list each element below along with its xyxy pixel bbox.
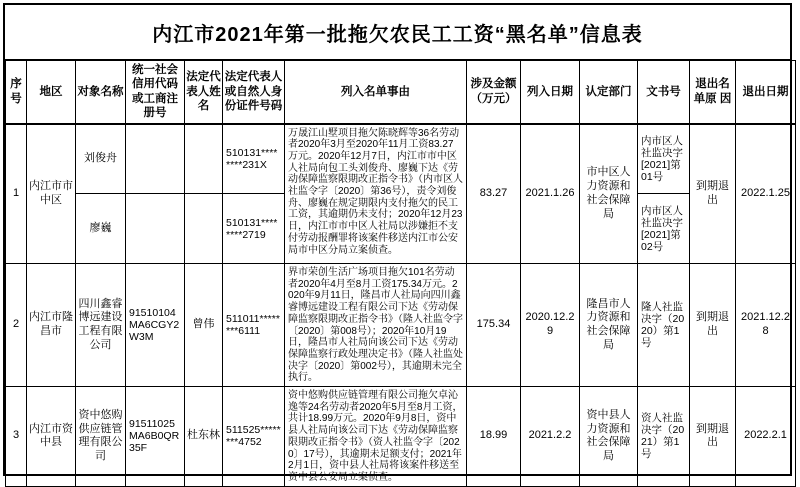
row2-list-date: 2020.12.29 <box>521 264 580 387</box>
row3-list-date: 2021.2.2 <box>521 387 580 487</box>
row1-amount: 83.27 <box>467 124 521 264</box>
row1-person1-name: 刘俊舟 <box>76 124 126 194</box>
row3-credit-code: 91511025MA6B0QR35F <box>126 387 185 487</box>
row2-serial: 2 <box>6 264 27 387</box>
row2-region: 内江市隆昌市 <box>27 264 76 387</box>
header-serial: 序号 <box>6 61 27 124</box>
row3-reason: 资中悠购供应链管理有限公司拖欠卓沁逸等24名劳动者2020年5月至8月工资，共计18.99万元。2020年9月8日，资中县人社局向该公司下达《劳动保障监察限期改正指令书》（资人社监令字〔2020〕17号），其逾期未足额支付；2021年2月1日，资中县人社局将该案件移送至资中县公安局立案侦查。 <box>285 387 467 487</box>
row1-department: 市中区人力资源和社会保障局 <box>580 124 638 264</box>
header-exit-reason: 退出名单原 因 <box>690 61 736 124</box>
row1-person2-name: 廖巍 <box>76 194 126 264</box>
header-object-name: 对象名称 <box>76 61 126 124</box>
header-credit-code: 统一社会信用代码或工商注册号 <box>126 61 185 124</box>
row2-credit-code: 91510104MA6CGY2W3M <box>126 264 185 387</box>
row1-person1-id-number: 510131********231X <box>223 124 285 194</box>
row3-exit-date: 2022.2.1 <box>736 387 796 487</box>
table-row <box>6 124 796 194</box>
row3-legal-name: 杜东林 <box>185 387 223 487</box>
header-amount: 涉及金额（万元） <box>467 61 521 124</box>
row3-region: 内江市资中县 <box>27 387 76 487</box>
header-exit-date: 退出日期 <box>736 61 796 124</box>
row1-person2-legal-name <box>185 194 223 264</box>
row2-exit-reason: 到期退出 <box>690 264 736 387</box>
row3-amount: 18.99 <box>467 387 521 487</box>
row1-exit-reason: 到期退出 <box>690 124 736 264</box>
header-doc-number: 文书号 <box>638 61 690 124</box>
row1-reason: 万晟江山墅项目拖欠陈晓辉等36名劳动者2020年3月至2020年11月工资83.27万元。2020年12月7日，内江市市中区人社局向包工头刘俊舟、廖巍下达《劳动保障监察限期改正指令书》（内市区人社监令字〔2020〕第36号），责令刘俊舟、廖巍在规定期限内支付拖欠的民工工资，其逾期仍未支付；2020年12月23日，内江市市中区人社局以涉嫌拒不支付劳动报酬罪将该案件移送内江市公安局市中区分局立案侦查。 <box>285 124 467 264</box>
row2-legal-name: 曾伟 <box>185 264 223 387</box>
header-reason: 列入名单事由 <box>285 61 467 124</box>
header-id-number: 法定代表人或自然人身份证件号码 <box>223 61 285 124</box>
row3-serial: 3 <box>6 387 27 487</box>
row1-region: 内江市市中区 <box>27 124 76 264</box>
row1-list-date: 2021.1.26 <box>521 124 580 264</box>
row3-exit-reason: 到期退出 <box>690 387 736 487</box>
row1-person2-doc-number: 内市区人社监决字[2021]第02号 <box>638 194 690 264</box>
row2-department: 隆昌市人力资源和社会保障局 <box>580 264 638 387</box>
row1-person2-credit-code <box>126 194 185 264</box>
row2-exit-date: 2021.12.28 <box>736 264 796 387</box>
table-row <box>6 387 796 487</box>
table-header-row <box>6 61 796 124</box>
row3-doc-number: 资人社监决字（2021）第1号 <box>638 387 690 487</box>
row3-id-number: 511525********4752 <box>223 387 285 487</box>
row2-doc-number: 隆人社监决字（2020）第1号 <box>638 264 690 387</box>
row1-person2-id-number: 510131********2719 <box>223 194 285 264</box>
header-department: 认定部门 <box>580 61 638 124</box>
blacklist-table-frame <box>3 3 792 483</box>
row1-exit-date: 2022.1.25 <box>736 124 796 264</box>
page-title: 内江市2021年第一批拖欠农民工工资“黑名单”信息表 <box>5 5 790 60</box>
header-list-date: 列入日期 <box>521 61 580 124</box>
row2-amount: 175.34 <box>467 264 521 387</box>
row1-serial: 1 <box>6 124 27 264</box>
row3-object-name: 资中悠购供应链管理有限公司 <box>76 387 126 487</box>
blacklist-table <box>5 60 796 487</box>
row2-object-name: 四川鑫睿博远建设工程有限公司 <box>76 264 126 387</box>
header-legal-rep: 法定代表人姓名 <box>185 61 223 124</box>
table-row <box>6 264 796 387</box>
row1-person1-legal-name <box>185 124 223 194</box>
row2-id-number: 511011********6111 <box>223 264 285 387</box>
header-region: 地区 <box>27 61 76 124</box>
row2-reason: 界市荣创生活广场项目拖欠101名劳动者2020年4月至8月工资175.34万元。2020年9月11日，隆昌市人社局向四川鑫睿博远建设工程有限公司下达《劳动保障监察限期改正指令书》（隆人社监令字〔2020〕第008号）；2020年10月19日，隆昌市人社局向该公司下达《劳动保障监察行政处理决定书》（隆人社监处决字〔2020〕第002号），其逾期未完全执行。 <box>285 264 467 387</box>
row3-department: 资中县人力资源和社会保障局 <box>580 387 638 487</box>
row1-person1-doc-number: 内市区人社监决字[2021]第01号 <box>638 124 690 194</box>
row1-person1-credit-code <box>126 124 185 194</box>
